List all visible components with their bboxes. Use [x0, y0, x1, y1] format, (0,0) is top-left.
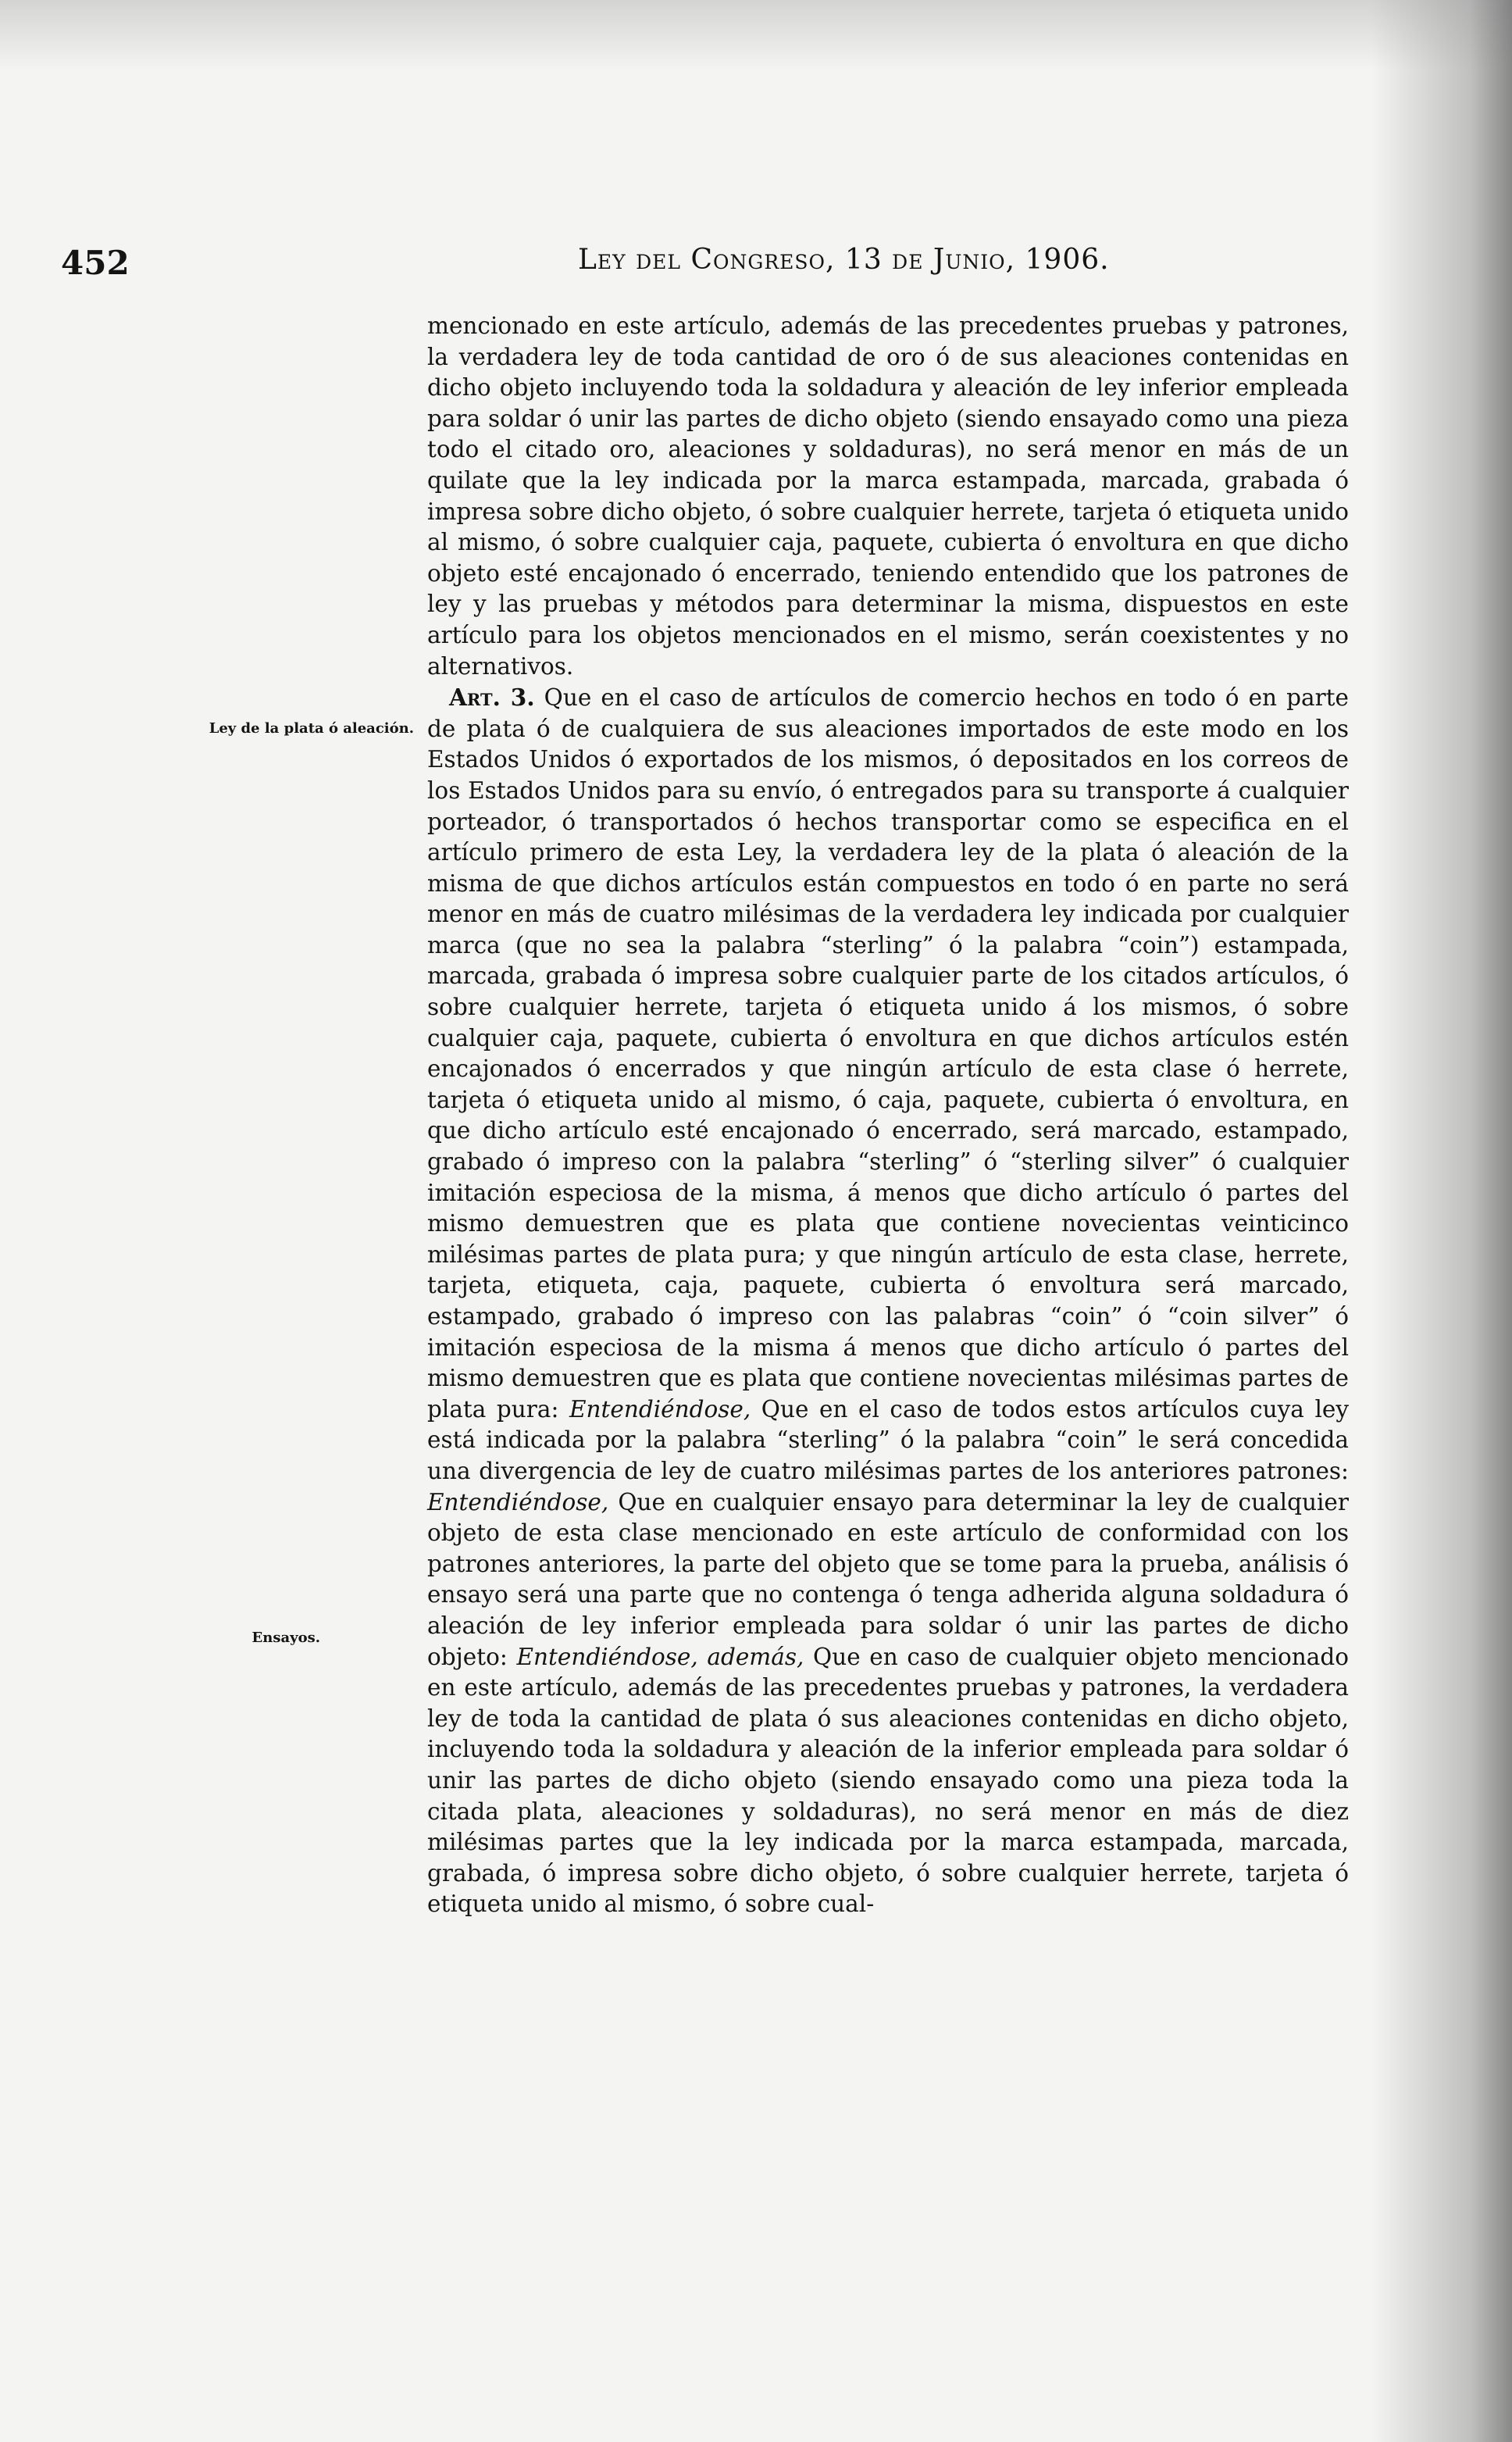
paragraph-continuation: mencionado en este artículo, además de las precedentes pruebas y patrones, la verdadera ley de toda cantidad de oro ó de sus aleaciones contenidas en dicho objeto incluyendo toda la soldadura y aleación de ley inferior empleada para soldar ó unir las partes de dicho objeto (siendo ensayado como una pieza todo el citado oro, aleaciones y soldaduras), no será menor en más de un quilate que la ley indicada por la marca estampada, marcada, grabada ó impresa sobre dicho objeto, ó sobre cualquier herrete, tarjeta ó etiqueta unido al mismo, ó sobre cualquier caja, paquete, cubierta ó envoltura en que dicho objeto esté encajonado ó encerrado, teniendo entendido que los patrones de ley y las pruebas y métodos para determinar la misma, dispuestos en este artículo para los objetos mencionados en el mismo, serán coexistentes y no alternativos. [427, 312, 1349, 680]
article-text-d: Que en caso de cualquier objeto mencionado en este artículo, además de las precedentes pruebas y patrones, la verdadera ley de toda la cantidad de plata ó sus aleaciones contenidas en dicho objeto, incluyendo toda la soldadura y aleación de la inferior empleada para soldar ó unir las partes de dicho objeto (siendo ensayado como una pieza toda la citada plata, aleaciones y soldaduras), no será menor en más de diez milésimas partes que la ley indicada por la marca estampada, marcada, grabada, ó impresa sobre dicho objeto, ó sobre cualquier herrete, tarjeta ó etiqueta unido al mismo, ó sobre cual- [427, 1643, 1349, 1918]
article-text-b: Que en el caso de todos estos artículos cuya ley está indicada por la palabra “sterling” ó la palabra “coin” le será concedida una divergencia de ley de cuatro milésimas partes de los anteriores patrones: [427, 1395, 1349, 1484]
proviso-label-1: Entendiéndose, [569, 1395, 751, 1423]
margin-note-ensayos: Ensayos. [251, 1630, 320, 1646]
article-label: Art. 3. [449, 684, 535, 712]
scan-shadow-top [0, 0, 1512, 70]
proviso-label-2: Entendiéndose, [427, 1488, 609, 1516]
paragraph-article-3 [427, 682, 1349, 1920]
article-text-a: Que en el caso de artículos de comercio hechos en todo ó en parte de plata ó de cualquiera de sus aleaciones importados de este modo en los Estados Unidos ó exportados de los mismos, ó depositados en los correos de los Estados Unidos para su envío, ó entregados para su transporte á cualquier porteador, ó transportados ó hechos transportar como se especifica en el artículo primero de esta Ley, la verdadera ley de la plata ó aleación de la misma de que dichos artículos están compuestos en todo ó en parte no será menor en más de cuatro milésimas de la verdadera ley indicada por cualquier marca (que no sea la palabra “sterling” ó la palabra “coin”) estampada, marcada, grabada ó impresa sobre cualquier parte de los citados artículos, ó sobre cualquier herrete, tarjeta ó etiqueta unido á los mismos, ó sobre cualquier caja, paquete, cubierta ó envoltura en que dichos artículos estén encajonados ó encerrados y que ningún artículo de esta clase ó herrete, tarjeta ó etiqueta unido al mismo, ó caja, paquete, cubierta ó envoltura, en que dicho artículo esté encajonado ó encerrado, será marcado, estampado, grabado ó impreso con la palabra “sterling” ó “sterling silver” ó cualquier imitación especiosa de la misma, á menos que dicho artículo ó partes del mismo demuestren que es plata que contiene novecientas veinticinco milésimas partes de plata pura; y que ningún artículo de esta clase, herrete, tarjeta, etiqueta, caja, paquete, cubierta ó envoltura será marcado, estampado, grabado ó impreso con las palabras “coin” ó “coin silver” ó imitación especiosa de la misma á menos que dicho artículo ó partes del mismo demuestren que es plata que contiene novecientas milésimas partes de plata pura: [427, 684, 1349, 1423]
scan-shadow-right-edge [1371, 0, 1512, 2442]
proviso-label-3: Entendiéndose, además, [516, 1643, 804, 1670]
body-text [427, 311, 1349, 1920]
article-text-c: Que en cualquier ensayo para determinar la ley de cualquier objeto de esta clase mencionado en este artículo de conformidad con los patrones anteriores, la parte del objeto que se tome para la prueba, análisis ó ensayo será una parte que no contenga ó tenga adherida alguna soldadura ó aleación de ley inferior empleada para soldar ó unir las partes de dicho objeto: [427, 1488, 1349, 1670]
margin-note-ley-plata: Ley de la plata ó aleación. [209, 720, 414, 737]
running-head: Ley del Congreso, 13 de Junio, 1906. [578, 244, 1110, 276]
page-number: 452 [61, 244, 130, 282]
